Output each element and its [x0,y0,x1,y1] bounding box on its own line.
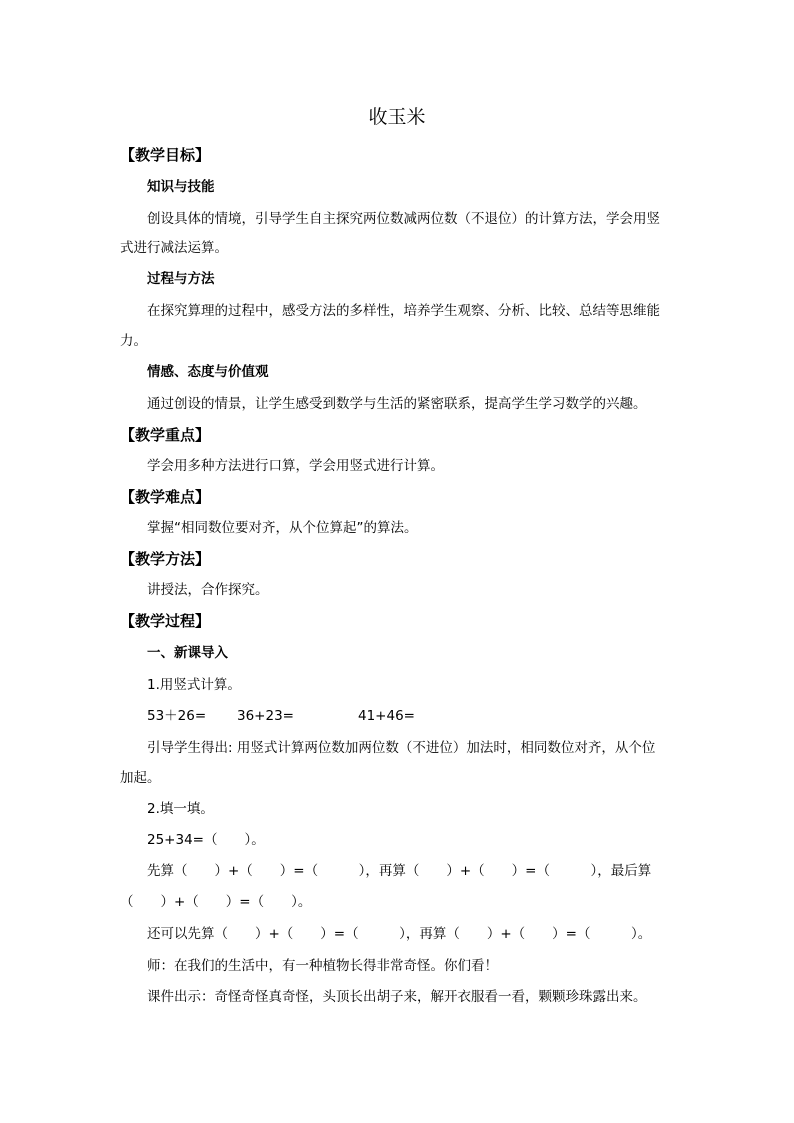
paragraph-knowledge-line2: 式进行减法运算。 [120,240,228,256]
paragraph-key-point: 学会用多种方法进行口算，学会用竖式进行计算。 [147,458,444,474]
fill-alternative: 还可以先算（ ）+（ ）=（ ），再算（ ）+（ ）=（ ）。 [147,926,652,942]
item-fill-in: 2.填一填。 [147,801,214,817]
paragraph-courseware: 课件出示：奇怪奇怪真奇怪，头顶长出胡子来，解开衣服看一看，颗颗珍珠露出来。 [147,989,647,1005]
paragraph-knowledge-line1: 创设具体的情境，引导学生自主探究两位数减两位数（不退位）的计算方法，学会用竖 [147,211,660,227]
paragraph-process-line2: 力。 [120,333,147,349]
fill-expression: 25+34=（ ）。 [147,832,265,848]
calc-expression-1: 53＋26= [147,708,207,724]
fill-steps-line2: （ ）+（ ）=（ ）。 [120,894,312,910]
calc-expression-3: 41+46= [358,708,415,724]
item-vertical-calc: 1.用竖式计算。 [147,677,241,693]
paragraph-guide-line2: 加起。 [120,770,161,786]
page-title: 收玉米 [368,106,426,128]
heading-difficulty: 【教学难点】 [120,488,211,506]
heading-method: 【教学方法】 [120,550,211,568]
paragraph-emotion: 通过创设的情景，让学生感受到数学与生活的紧密联系，提高学生学习数学的兴趣。 [147,396,647,412]
subheading-new-lesson: 一、新课导入 [147,645,228,661]
heading-objectives: 【教学目标】 [120,146,211,164]
heading-key-point: 【教学重点】 [120,426,211,444]
paragraph-teacher: 师：在我们的生活中，有一种植物长得非常奇怪。你们看！ [147,958,498,974]
paragraph-guide-line1: 引导学生得出: 用竖式计算两位数加两位数（不进位）加法时，相同数位对齐，从个位 [147,740,656,756]
heading-process: 【教学过程】 [120,612,211,630]
subheading-process: 过程与方法 [147,271,215,287]
subheading-emotion: 情感、态度与价值观 [147,364,269,380]
paragraph-difficulty: 掌握“相同数位要对齐，从个位算起”的算法。 [147,520,418,536]
paragraph-process-line1: 在探究算理的过程中，感受方法的多样性，培养学生观察、分析、比较、总结等思维能 [147,303,660,319]
calc-row [147,706,415,726]
fill-steps-line1: 先算（ ）+（ ）=（ ），再算（ ）+（ ）=（ ），最后算 [147,863,652,879]
subheading-knowledge: 知识与技能 [147,179,215,195]
paragraph-method: 讲授法，合作探究。 [147,582,269,598]
calc-expression-2: 36+23= [237,708,294,724]
